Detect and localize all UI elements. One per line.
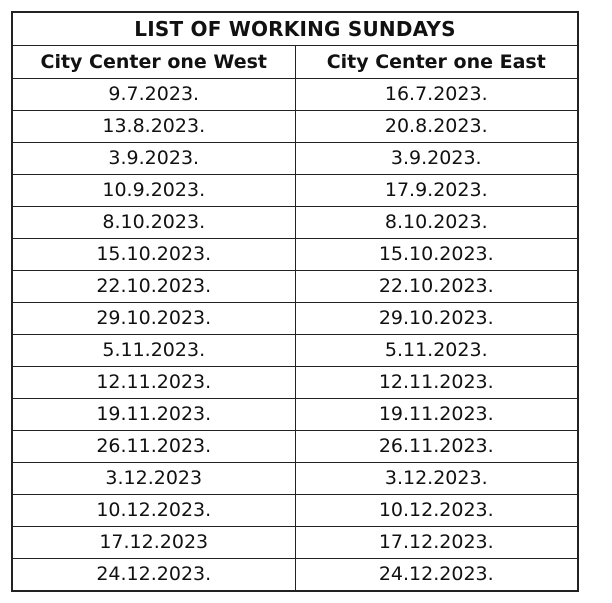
west-date-cell: 10.12.2023.	[13, 495, 295, 527]
east-date-cell: 17.12.2023.	[295, 527, 577, 559]
table-row	[13, 79, 577, 111]
west-date-cell: 17.12.2023	[13, 527, 295, 559]
working-sundays-table-container	[11, 11, 579, 592]
west-date-cell: 19.11.2023.	[13, 399, 295, 431]
east-date-cell: 3.9.2023.	[295, 143, 577, 175]
east-date-cell: 8.10.2023.	[295, 207, 577, 239]
west-date-cell: 12.11.2023.	[13, 367, 295, 399]
working-sundays-table	[13, 13, 577, 590]
column-header-west: City Center one West	[13, 46, 295, 79]
east-date-cell: 16.7.2023.	[295, 79, 577, 111]
table-row	[13, 111, 577, 143]
table-row	[13, 431, 577, 463]
east-date-cell: 5.11.2023.	[295, 335, 577, 367]
east-date-cell: 24.12.2023.	[295, 559, 577, 591]
west-date-cell: 3.12.2023	[13, 463, 295, 495]
column-header-row	[13, 46, 577, 79]
table-row	[13, 143, 577, 175]
east-date-cell: 22.10.2023.	[295, 271, 577, 303]
table-row	[13, 303, 577, 335]
table-row	[13, 335, 577, 367]
table-row	[13, 175, 577, 207]
east-date-cell: 29.10.2023.	[295, 303, 577, 335]
west-date-cell: 29.10.2023.	[13, 303, 295, 335]
table-row	[13, 463, 577, 495]
east-date-cell: 3.12.2023.	[295, 463, 577, 495]
west-date-cell: 5.11.2023.	[13, 335, 295, 367]
table-row	[13, 367, 577, 399]
west-date-cell: 15.10.2023.	[13, 239, 295, 271]
table-body	[13, 79, 577, 591]
west-date-cell: 24.12.2023.	[13, 559, 295, 591]
west-date-cell: 10.9.2023.	[13, 175, 295, 207]
title-row	[13, 13, 577, 46]
east-date-cell: 15.10.2023.	[295, 239, 577, 271]
west-date-cell: 9.7.2023.	[13, 79, 295, 111]
east-date-cell: 12.11.2023.	[295, 367, 577, 399]
east-date-cell: 17.9.2023.	[295, 175, 577, 207]
east-date-cell: 19.11.2023.	[295, 399, 577, 431]
west-date-cell: 3.9.2023.	[13, 143, 295, 175]
west-date-cell: 8.10.2023.	[13, 207, 295, 239]
table-row	[13, 207, 577, 239]
table-row	[13, 271, 577, 303]
table-row	[13, 495, 577, 527]
east-date-cell: 20.8.2023.	[295, 111, 577, 143]
table-title: LIST OF WORKING SUNDAYS	[13, 13, 577, 46]
west-date-cell: 22.10.2023.	[13, 271, 295, 303]
table-row	[13, 239, 577, 271]
west-date-cell: 26.11.2023.	[13, 431, 295, 463]
column-header-east: City Center one East	[295, 46, 577, 79]
table-row	[13, 559, 577, 591]
east-date-cell: 10.12.2023.	[295, 495, 577, 527]
table-row	[13, 399, 577, 431]
west-date-cell: 13.8.2023.	[13, 111, 295, 143]
east-date-cell: 26.11.2023.	[295, 431, 577, 463]
table-row	[13, 527, 577, 559]
